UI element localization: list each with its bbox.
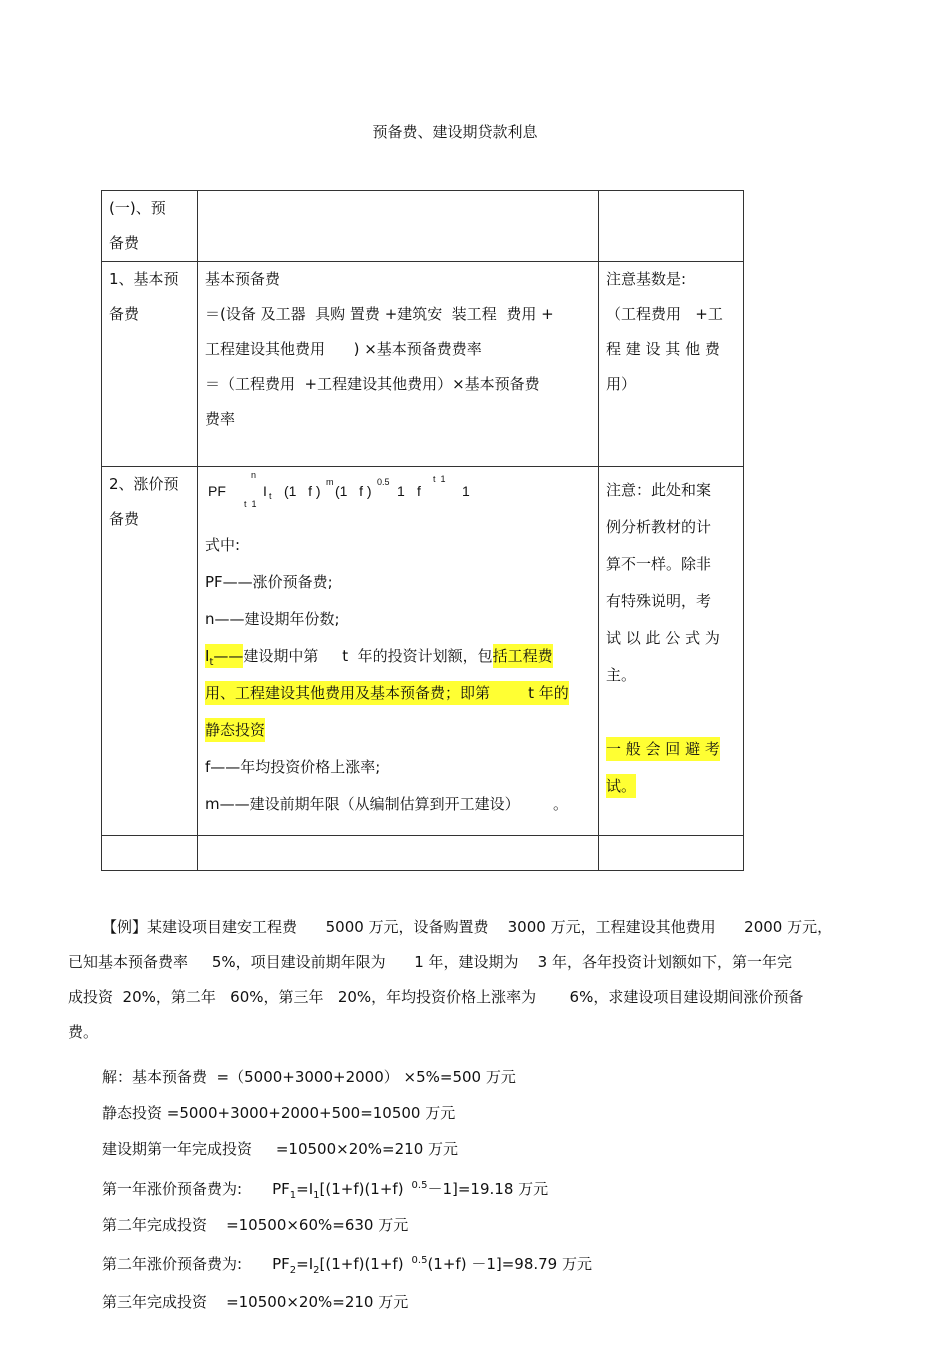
row-label-general xyxy=(102,191,198,262)
solution-label: 第一年涨价预备费为: xyxy=(102,1180,243,1198)
table-row xyxy=(102,191,744,262)
note-line: 主。 xyxy=(606,666,637,684)
example-line: 成投资 20%，第二年 60%，第三年 20%，年均投资价格上涨率为 6%，求建设项目建设期间涨价预备 xyxy=(68,988,804,1006)
row-label-price xyxy=(102,467,198,836)
basic-reserve-content xyxy=(198,262,599,467)
formula-sum-top: n xyxy=(251,470,257,480)
price-reserve-formula xyxy=(205,467,591,527)
formula-term: (1 f ) xyxy=(284,483,321,499)
it-highlight: 静态投资 xyxy=(205,718,265,742)
content-line-it xyxy=(205,638,591,675)
row-label-basic xyxy=(102,262,198,467)
pf-symbol: PF xyxy=(272,1180,290,1198)
row-label-line: 备费 xyxy=(109,305,140,323)
it-label: I xyxy=(205,647,210,665)
equals-i: =I xyxy=(296,1255,314,1273)
solution-label: 第二年涨价预备费为: xyxy=(102,1255,243,1273)
formula-term: f xyxy=(417,483,421,499)
note-line: 试 以 此 公 式 为 xyxy=(606,629,720,647)
formula-result: (1+f) －1]=98.79 万元 xyxy=(427,1255,592,1273)
row-note-empty xyxy=(599,191,744,262)
note-line xyxy=(606,731,736,768)
row-label-line: 备费 xyxy=(109,510,140,528)
solution-line-pf1 xyxy=(102,1178,548,1201)
formula-exp-half: 0.5 xyxy=(377,477,390,487)
price-reserve-content xyxy=(198,467,599,836)
price-reserve-note xyxy=(599,467,744,836)
row-label-line: 备费 xyxy=(109,234,140,252)
pf-symbol: PF xyxy=(272,1255,290,1273)
note-line: 注意基数是: xyxy=(606,270,687,288)
note-line: 例分析教材的计 xyxy=(606,518,712,536)
i-sub: 1 xyxy=(313,1190,320,1201)
content-line xyxy=(205,712,591,749)
page-title: 预备费、建设期贷款利息 xyxy=(372,123,538,141)
formula-it: I xyxy=(263,483,267,499)
content-line: 工程建设其他费用 ) ×基本预备费费率 xyxy=(205,340,482,358)
formula-result: －1]=19.18 万元 xyxy=(427,1180,549,1198)
formula-term: 1 xyxy=(397,483,405,499)
content-line: 式中: xyxy=(205,536,241,554)
pf-sub: 1 xyxy=(289,1190,297,1201)
formula-term: 1 xyxy=(462,483,470,499)
note-line xyxy=(606,768,736,805)
it-sub: t xyxy=(209,657,214,668)
solution-line: 静态投资 =5000+3000+2000+500=10500 万元 xyxy=(102,1104,456,1122)
content-line: PF——涨价预备费; xyxy=(205,573,333,591)
content-line: ＝(设备 及工器 具购 置费 +建筑安 装工程 费用 + xyxy=(205,305,554,323)
formula-it-sub: t xyxy=(269,491,272,501)
it-highlight: 括工程费 xyxy=(493,644,553,668)
solution-line-pf2 xyxy=(102,1253,592,1276)
equals-i: =I xyxy=(296,1180,314,1198)
note-line: 用） xyxy=(606,375,637,393)
example-line: 已知基本预备费率 5%，项目建设前期年限为 1 年，建设期为 3 年，各年投资计划额如下，第一年完 xyxy=(68,953,792,971)
example-line: 【例】某建设项目建安工程费 5000 万元，设备购置费 3000 万元，工程建设其他费用 2000 万元， xyxy=(102,918,833,936)
formula-term: (1 f ) xyxy=(335,483,372,499)
content-line: 基本预备费 xyxy=(205,270,281,288)
note-line: 程 建 设 其 他 费 xyxy=(606,340,720,358)
note-line: 有特殊说明，考 xyxy=(606,592,712,610)
note-highlight: 试。 xyxy=(606,774,636,798)
table-row xyxy=(102,262,744,467)
exponent: 0.5 xyxy=(411,1255,428,1266)
exponent: 0.5 xyxy=(411,1180,428,1191)
solution-line: 解：基本预备费 =（5000+3000+2000） ×5%=500 万元 xyxy=(102,1068,516,1086)
note-line: 注意：此处和案 xyxy=(606,481,712,499)
solution-line: 建设期第一年完成投资 =10500×20%=210 万元 xyxy=(102,1140,459,1158)
content-line xyxy=(205,675,591,712)
row-label-line: 2、涨价预 xyxy=(109,475,179,493)
content-line: n——建设期年份数; xyxy=(205,610,340,628)
it-text: 建设期中第 t 年的投资计划额，包 xyxy=(243,647,493,665)
formula-sum-bottom: t 1 xyxy=(244,499,257,509)
row-label-line: (一)、预 xyxy=(109,199,166,217)
content-line: 费率 xyxy=(205,410,236,428)
note-line: （工程费用 +工 xyxy=(606,305,723,323)
example-line: 费。 xyxy=(68,1023,99,1041)
it-highlight: 用、工程建设其他费用及基本预备费；即第 t 年的 xyxy=(205,681,569,705)
empty-cell xyxy=(599,836,744,871)
reserve-fee-table xyxy=(101,190,744,871)
it-symbol xyxy=(205,644,243,668)
formula-part: [(1+f)(1+f) xyxy=(319,1180,404,1198)
formula-exp-m: m xyxy=(326,477,334,487)
row-label-line: 1、基本预 xyxy=(109,270,179,288)
i-sub: 2 xyxy=(313,1265,320,1276)
table-row xyxy=(102,836,744,871)
table-row xyxy=(102,467,744,836)
basic-reserve-note xyxy=(599,262,744,467)
empty-cell xyxy=(102,836,198,871)
empty-cell xyxy=(198,836,599,871)
row-content-empty xyxy=(198,191,599,262)
it-dash: —— xyxy=(213,647,244,665)
note-line: 算不一样。除非 xyxy=(606,555,712,573)
content-line: m——建设前期年限（从编制估算到开工建设） 。 xyxy=(205,795,568,813)
note-spacer xyxy=(606,694,736,731)
content-line: f——年均投资价格上涨率; xyxy=(205,758,381,776)
formula-part: [(1+f)(1+f) xyxy=(319,1255,404,1273)
solution-line: 第二年完成投资 =10500×60%=630 万元 xyxy=(102,1216,409,1234)
content-line: ＝（工程费用 +工程建设其他费用）×基本预备费 xyxy=(205,375,540,393)
pf-sub: 2 xyxy=(289,1265,297,1276)
formula-exp-t: t 1 xyxy=(433,474,446,484)
formula-pf: PF xyxy=(208,483,226,499)
solution-line: 第三年完成投资 =10500×20%=210 万元 xyxy=(102,1293,409,1311)
note-highlight: 一 般 会 回 避 考 xyxy=(606,737,720,761)
